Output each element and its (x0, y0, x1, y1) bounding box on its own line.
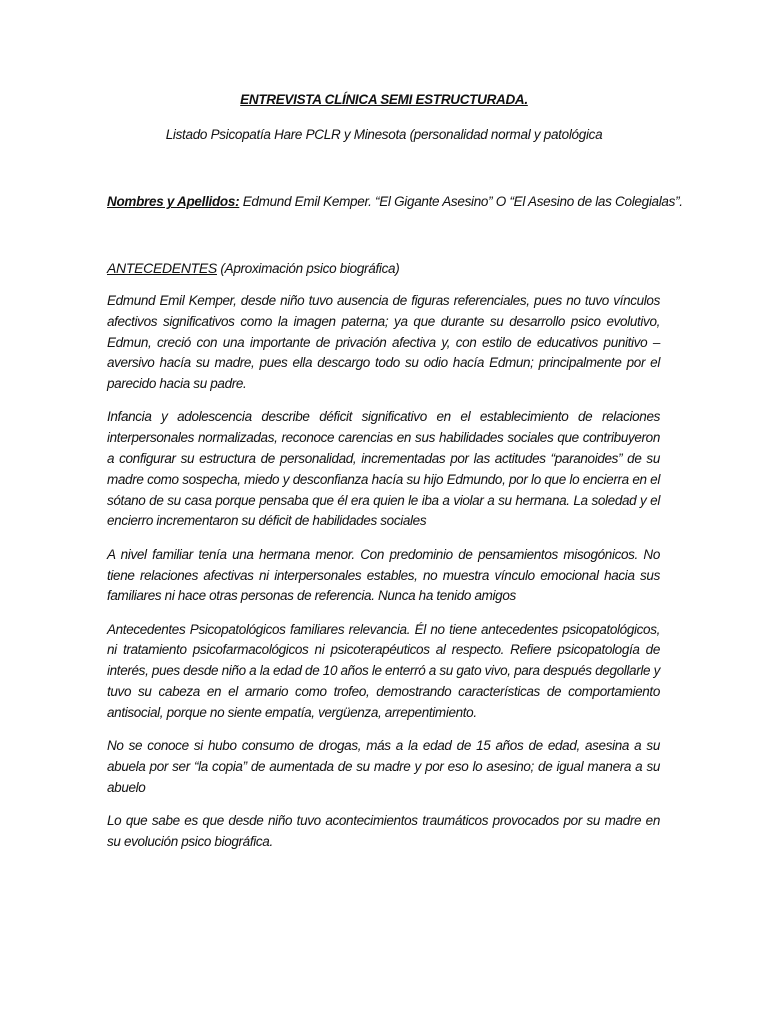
paragraph: No se conoce si hubo consumo de drogas, más a la edad de 15 años de edad, asesina a su abuela por ser “la copia” de aumentada de su madre y por eso lo asesino; de igual manera a su abuelo (107, 738, 660, 795)
section-heading-note: (Aproximación psico biográfica) (216, 261, 400, 276)
name-line (107, 194, 683, 209)
section-heading-title: ANTECEDENTES (107, 260, 217, 276)
paragraph: A nivel familiar tenía una hermana menor. Con predominio de pensamientos misogónicos. No tiene relaciones afectivas ni interpersonales estables, no muestra vínculo emocional hacia sus familiares ni hace otras personas de referencia. Nunca ha tenido amigos (107, 546, 660, 604)
section-heading (107, 260, 399, 276)
name-value: Edmund Emil Kemper. “El Gigante Asesino” O “El Asesino de las Colegialas”. (239, 194, 683, 209)
document-subtitle: Listado Psicopatía Hare PCLR y Minesota (personalidad normal y patológica (165, 127, 603, 142)
paragraph: Antecedentes Psicopatológicos familiares relevancia. Él no tiene antecedentes psicopatológicos, ni tratamiento psicofarmacológicos ni psicoterapéuticos al respecto. Refiere psicopatología de interés, pues desde niño a la edad de 10 años le enterró a su gato vivo, para después degollarle y tuvo su cabeza en el armario como trofeo, demostrando características de comportamiento antisocial, porque no siente empatía, vergüenza, arrepentimiento. (107, 621, 660, 720)
name-label: Nombres y Apellidos: (107, 194, 240, 209)
body-text (107, 291, 660, 865)
paragraph: Lo que sabe es que desde niño tuvo acontecimientos traumáticos provocados por su madre en su evolución psico biográfica. (107, 813, 660, 849)
document-title: ENTREVISTA CLÍNICA SEMI ESTRUCTURADA. (240, 92, 528, 107)
paragraph: Edmund Emil Kemper, desde niño tuvo ausencia de figuras referenciales, pues no tuvo vínculos afectivos significativos como la imagen paterna; ya que durante su desarrollo psico evolutivo, Edmun, creció con una importante de privación afectiva y, con estilo de educativos punitivo – aversivo hacía su madre, pues ella descargo todo su odio hacía Edmun; principalmente por el parecido hacia su padre. (107, 293, 660, 392)
paragraph: Infancia y adolescencia describe déficit significativo en el establecimiento de relaciones interpersonales normalizadas, reconoce carencias en sus habilidades sociales que contribuyeron a configurar su estructura de personalidad, incrementadas por las actitudes “paranoides” de su madre como sospecha, miedo y desconfianza hacía su hijo Edmundo, por lo que lo encierra en el sótano de su casa porque pensaba que él era quien le iba a violar a su hermana. La soledad y el encierro incrementaron su déficit de habilidades sociales (107, 409, 660, 529)
